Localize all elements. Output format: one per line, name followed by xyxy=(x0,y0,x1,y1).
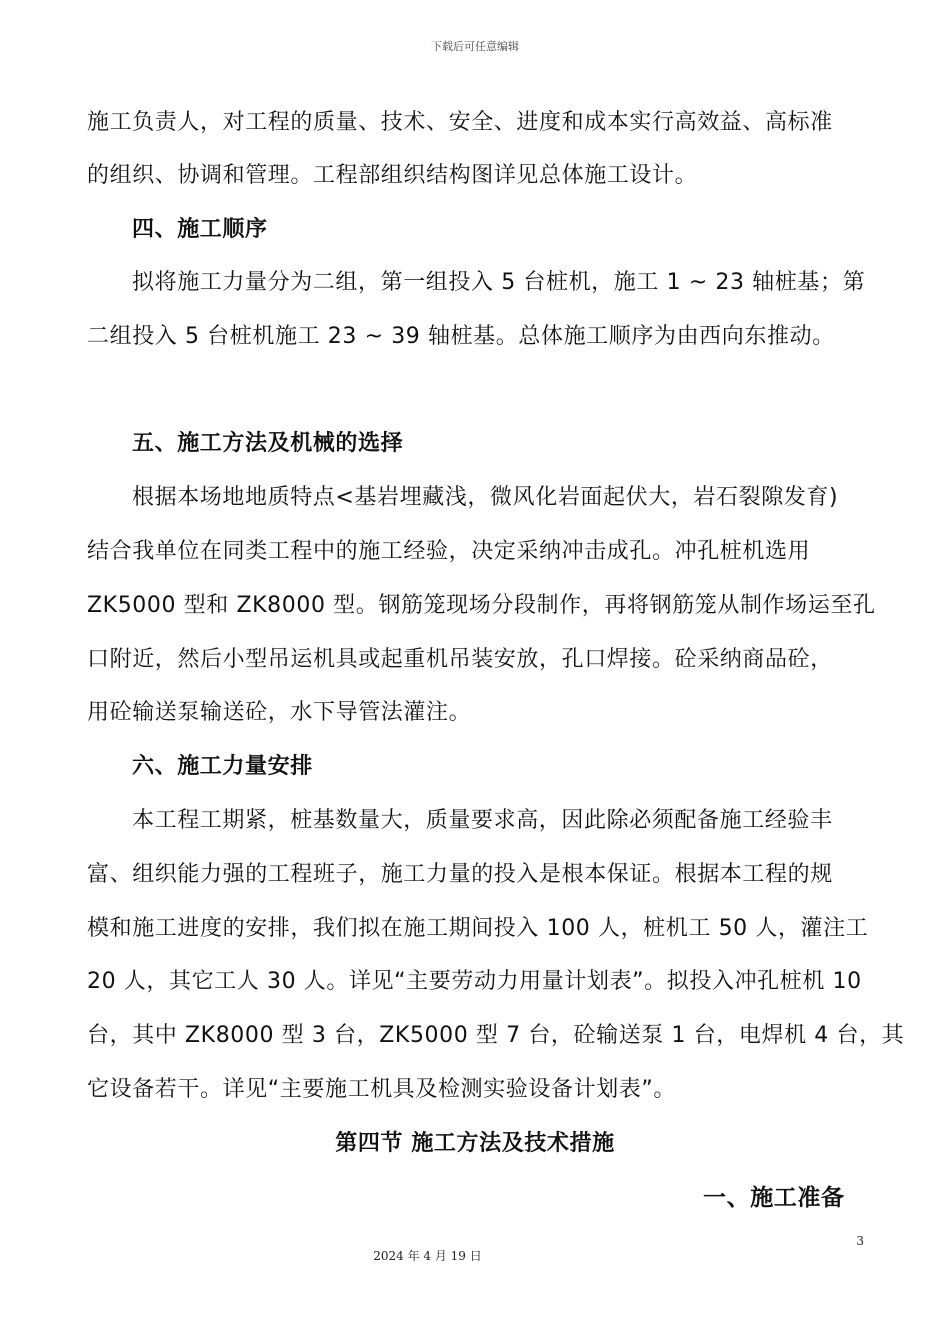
section-heading-6: 六、施工力量安排 xyxy=(132,754,313,779)
paragraph-line: 用砼输送泵输送砼，水下导管法灌注。 xyxy=(87,700,472,725)
paragraph-line: 结合我单位在同类工程中的施工经验，决定采纳冲击成孔。冲孔桩机选用 xyxy=(87,539,811,564)
section-heading-4: 四、施工顺序 xyxy=(132,217,268,242)
paragraph-line: 富、组织能力强的工程班子，施工力量的投入是根本保证。根据本工程的规 xyxy=(87,862,833,887)
page-header: 下载后可任意编辑 xyxy=(431,40,519,53)
paragraph-line: 二组投入 5 台桩机施工 23 ~ 39 轴桩基。总体施工顺序为由西向东推动。 xyxy=(87,324,835,349)
sub-heading: 一、施工准备 xyxy=(703,1185,845,1211)
paragraph-line: 根据本场地地质特点<基岩埋藏浅，微风化岩面起伏大，岩石裂隙发育) xyxy=(132,485,839,510)
paragraph-line: 它设备若干。详见“主要施工机具及检测实验设备计划表”。 xyxy=(87,1077,676,1102)
paragraph-line: 本工程工期紧，桩基数量大，质量要求高，因此除必须配备施工经验丰 xyxy=(132,808,833,833)
section-heading-5: 五、施工方法及机械的选择 xyxy=(132,431,404,456)
page-number: 3 xyxy=(856,1234,864,1248)
paragraph-line: 模和施工进度的安排，我们拟在施工期间投入 100 人，桩机工 50 人，灌注工 xyxy=(87,916,869,941)
paragraph-line: 口附近，然后小型吊运机具或起重机吊装安放，孔口焊接。砼采纳商品砼， xyxy=(87,647,833,672)
paragraph-line: 台，其中 ZK8000 型 3 台，ZK5000 型 7 台，砼输送泵 1 台，电焊机 4 台，其 xyxy=(87,1023,905,1048)
paragraph-line: 的组织、协调和管理。工程部组织结构图详见总体施工设计。 xyxy=(87,163,698,188)
chapter-section-title: 第四节 施工方法及技术措施 xyxy=(335,1131,615,1156)
paragraph-line: 施工负责人，对工程的质量、技术、安全、进度和成本实行高效益、高标准 xyxy=(87,110,833,135)
paragraph-line: 拟将施工力量分为二组，第一组投入 5 台桩机，施工 1 ~ 23 轴桩基；第 xyxy=(132,270,866,295)
paragraph-line: 20 人，其它工人 30 人。详见“主要劳动力用量计划表”。拟投入冲孔桩机 10 xyxy=(87,969,862,994)
paragraph-line: ZK5000 型和 ZK8000 型。钢筋笼现场分段制作，再将钢筋笼从制作场运至孔 xyxy=(87,593,876,618)
footer-date: 2024 年 4 月 19 日 xyxy=(373,1249,482,1263)
